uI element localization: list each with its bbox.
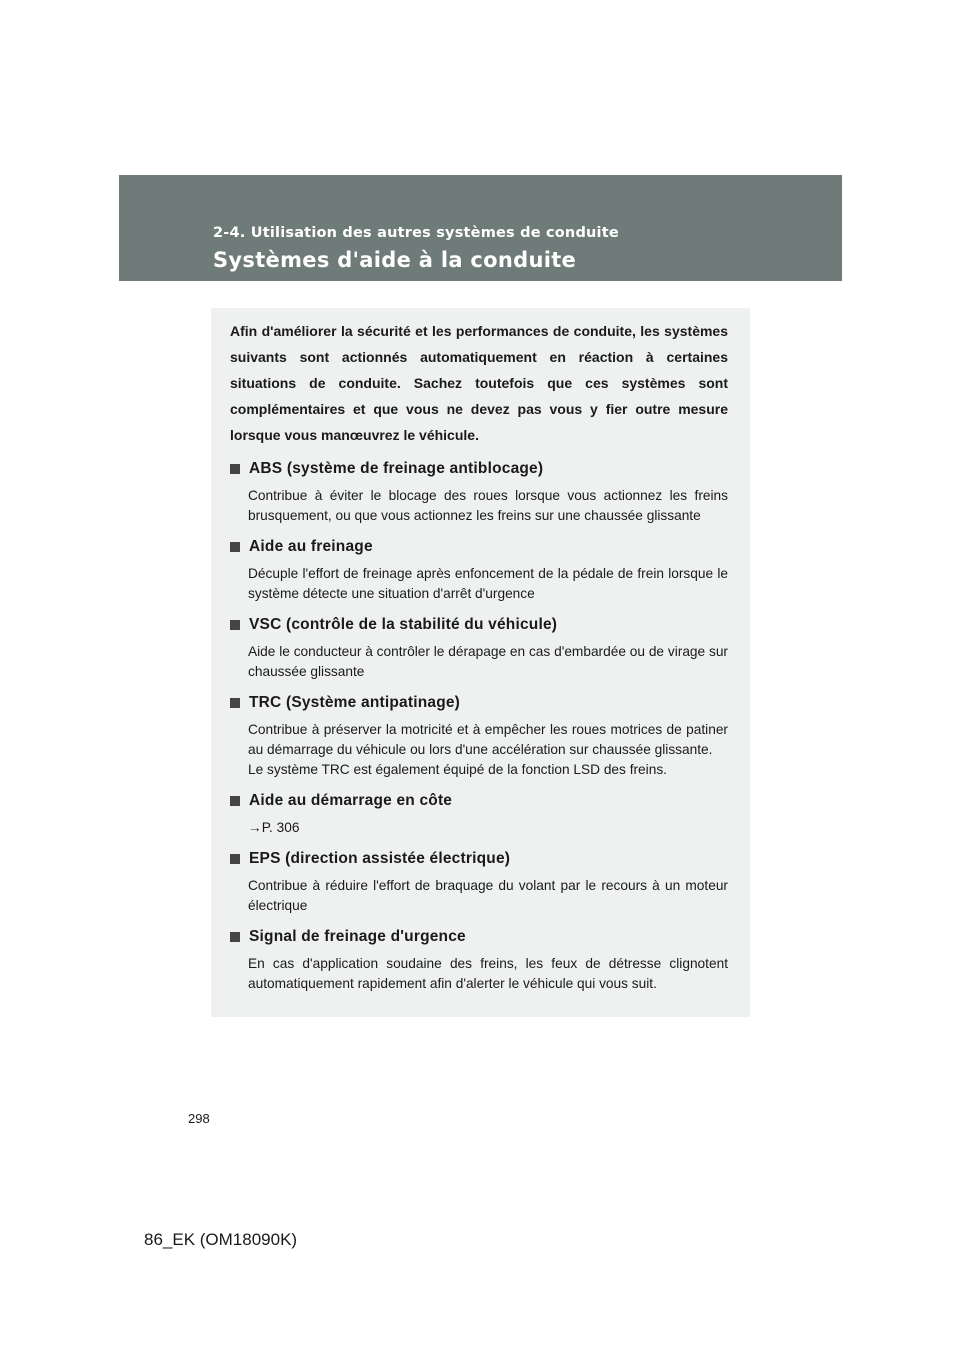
section-heading: EPS (direction assistée électrique) [249,850,511,867]
content-box [211,308,750,1017]
section-heading: Signal de freinage d'urgence [249,928,466,945]
section-text: Contribue à préserver la motricité et à empêcher les roues motrices de patiner au démarrage du véhicule ou lors d'une accélération sur chaussée glissante. [248,722,728,757]
section-heading: TRC (Système antipatinage) [249,694,461,711]
section-text: Contribue à éviter le blocage des roues lorsque vous actionnez les freins brusquement, ou que vous actionnez les freins sur une chaussée glissante [248,488,728,523]
section-heading: Aide au démarrage en côte [249,792,453,809]
intro-text: Afin d'améliorer la sécurité et les performances de conduite, les systèmes suivants sont actionnés automatiquement en réaction à certaines situations de conduite. Sachez toutefois que ces systèmes sont complémentaires et que vous ne devez pas vous y fier outre mesure lorsque vous manœuvrez le véhicule. [230,323,728,443]
square-bullet-icon [230,542,240,552]
section-brake-assist [230,534,728,604]
section-abs [230,456,728,526]
section-text: Le système TRC est également équipé de la fonction LSD des freins. [248,762,667,777]
section-heading: ABS (système de freinage antiblocage) [249,460,544,477]
square-bullet-icon [230,464,240,474]
section-hill-start [230,788,728,838]
document-code: 86_EK (OM18090K) [144,1230,298,1249]
section-text: En cas d'application soudaine des freins, les feux de détresse clignotent automatiquement rapidement afin d'alerter le véhicule qui vous suit. [248,956,728,991]
page-number: 298 [188,1111,210,1126]
section-text: Décuple l'effort de freinage après enfoncement de la pédale de frein lorsque le système détecte une situation d'arrêt d'urgence [248,566,728,601]
page-title: Systèmes d'aide à la conduite [213,248,577,272]
square-bullet-icon [230,932,240,942]
section-heading: VSC (contrôle de la stabilité du véhicule) [249,616,558,633]
section-text: Aide le conducteur à contrôler le dérapage en cas d'embardée ou de virage sur chaussée glissante [248,644,728,679]
section-text: Contribue à réduire l'effort de braquage du volant par le recours à un moteur électrique [248,878,728,913]
square-bullet-icon [230,698,240,708]
page-reference-link[interactable]: →P. 306 [248,820,300,835]
square-bullet-icon [230,620,240,630]
section-heading: Aide au freinage [249,538,373,555]
section-emergency-signal [230,924,728,994]
section-eps [230,846,728,916]
square-bullet-icon [230,796,240,806]
square-bullet-icon [230,854,240,864]
section-vsc [230,612,728,682]
section-title: 2-4. Utilisation des autres systèmes de conduite [213,225,619,241]
chapter-header [119,175,842,281]
section-trc [230,690,728,780]
